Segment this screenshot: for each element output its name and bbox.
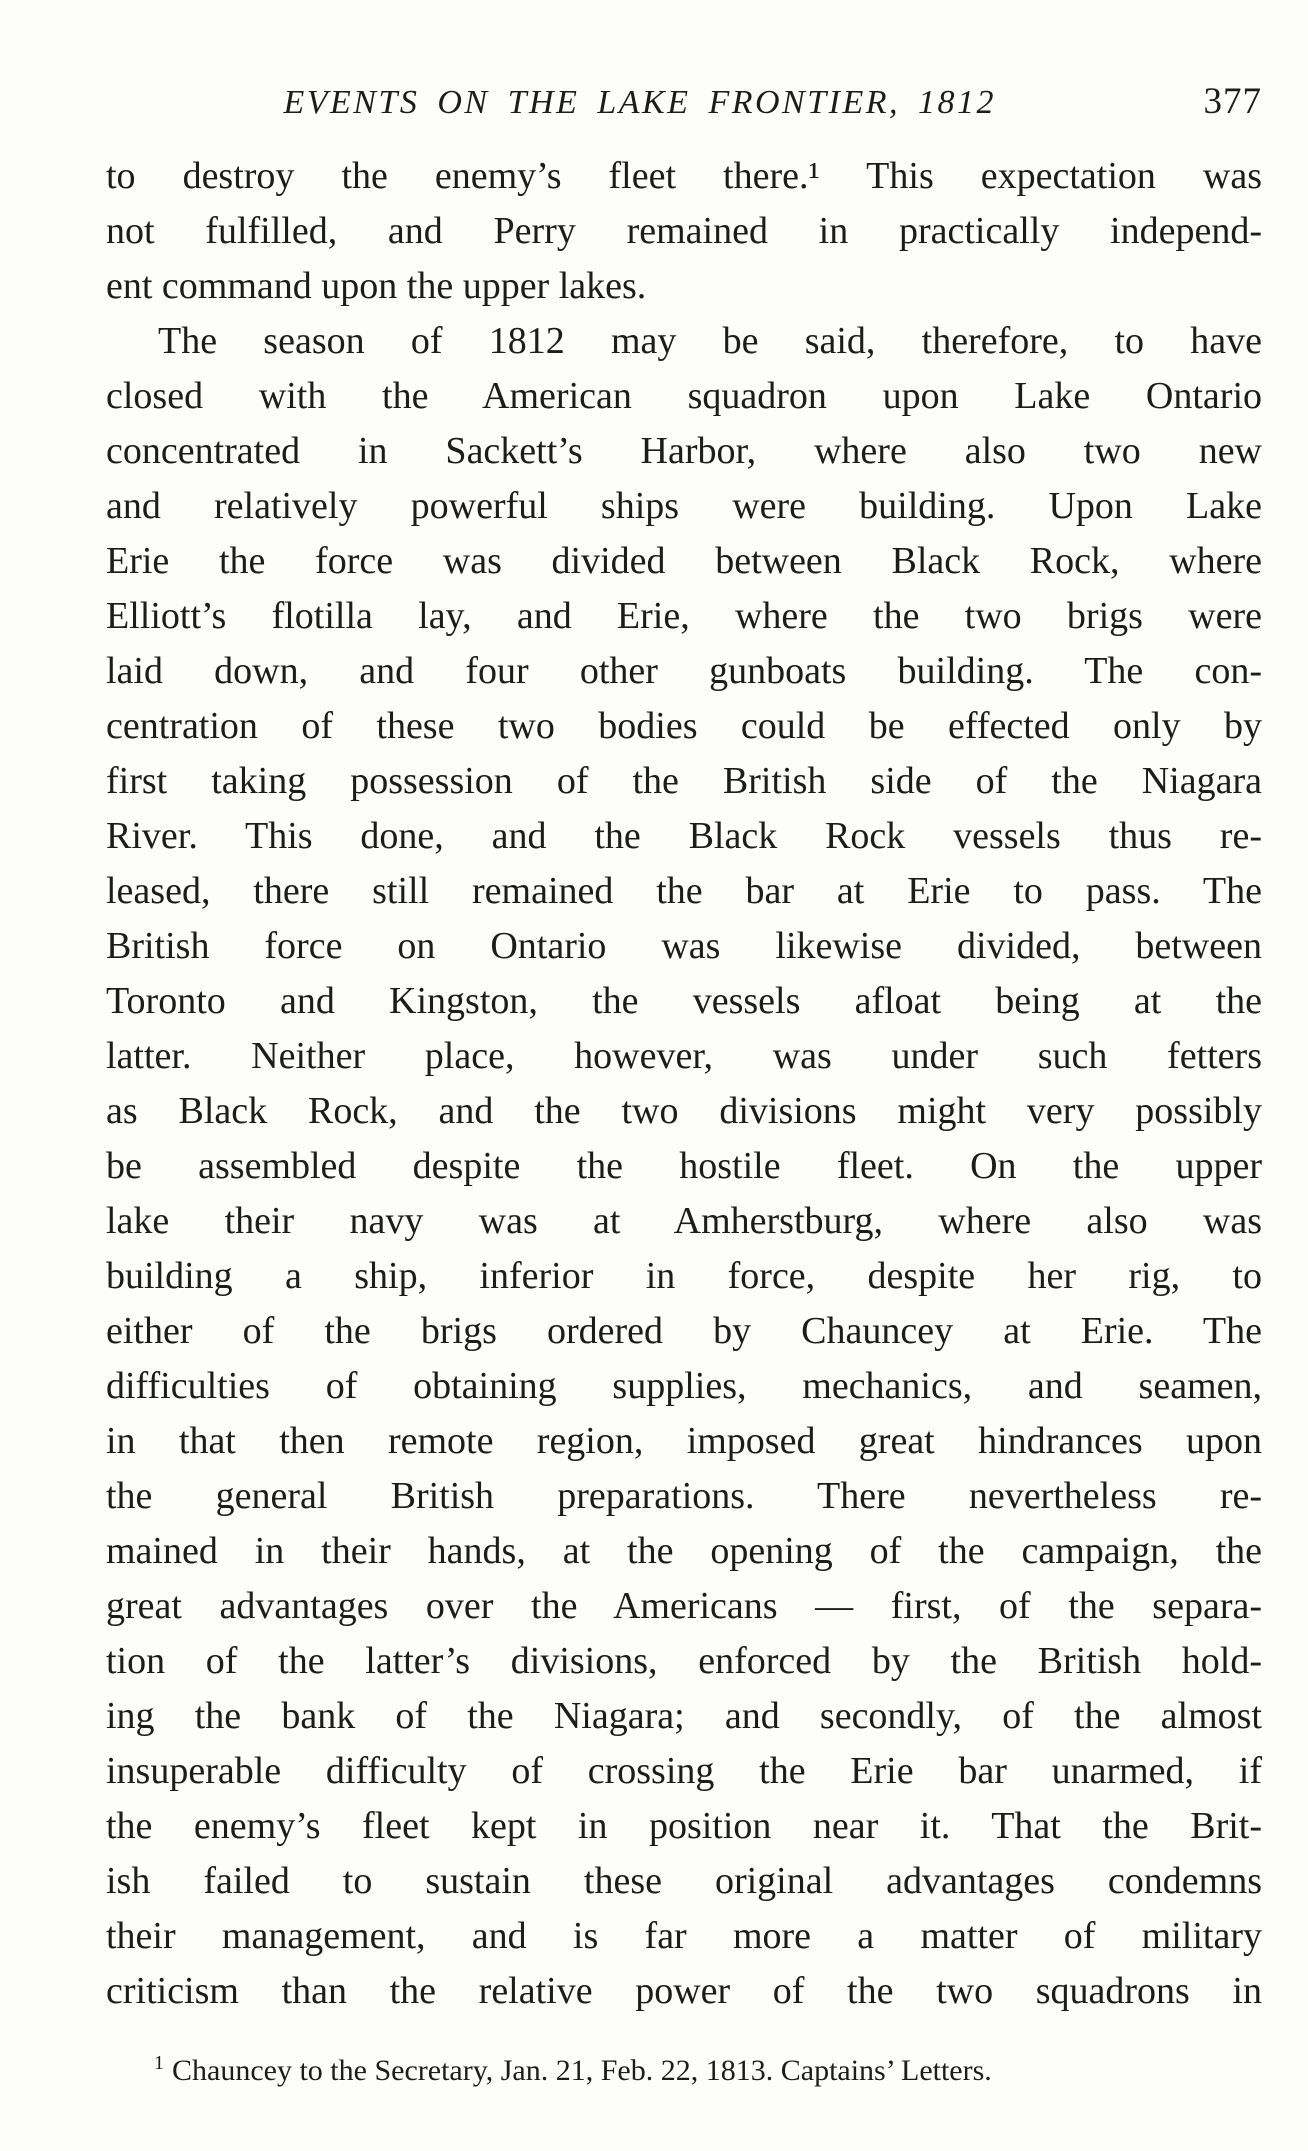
paragraph xyxy=(106,314,1262,2019)
text-line: the enemy’s fleet kept in position near it. That the Brit- xyxy=(106,1805,1262,1847)
text-line: be assembled despite the hostile fleet. On the upper xyxy=(106,1145,1262,1187)
text-line: The season of 1812 may be said, therefore, to have xyxy=(158,320,1262,362)
footnote-marker: 1 xyxy=(154,2052,164,2074)
text-line: as Black Rock, and the two divisions might very possibly xyxy=(106,1090,1262,1132)
text-line: and relatively powerful ships were building. Upon Lake xyxy=(106,485,1262,527)
text-line: British force on Ontario was likewise divided, between xyxy=(106,925,1262,967)
text-line: ish failed to sustain these original advantages condemns xyxy=(106,1860,1262,1902)
text-line: criticism than the relative power of the two squadrons in xyxy=(106,1970,1262,2012)
text-line: mained in their hands, at the opening of the campaign, the xyxy=(106,1530,1262,1572)
text-line: building a ship, inferior in force, despite her rig, to xyxy=(106,1255,1262,1297)
page-number: 377 xyxy=(1203,81,1262,122)
text-line: not fulfilled, and Perry remained in practically independ- xyxy=(106,210,1262,252)
text-line: their management, and is far more a matter of military xyxy=(106,1915,1262,1957)
footnote xyxy=(106,2043,1262,2091)
paragraph xyxy=(106,149,1262,314)
text-line: great advantages over the Americans — first, of the separa- xyxy=(106,1585,1262,1627)
text-line: the general British preparations. There nevertheless re- xyxy=(106,1475,1262,1517)
text-line: centration of these two bodies could be effected only by xyxy=(106,705,1262,747)
text-line: closed with the American squadron upon Lake Ontario xyxy=(106,375,1262,417)
text-line: River. This done, and the Black Rock vessels thus re- xyxy=(106,815,1262,857)
text-line: leased, there still remained the bar at Erie to pass. The xyxy=(106,870,1262,912)
running-title: EVENTS ON THE LAKE FRONTIER, 1812 xyxy=(283,84,997,121)
text-line: lake their navy was at Amherstburg, where also was xyxy=(106,1200,1262,1242)
text-line: insuperable difficulty of crossing the Erie bar unarmed, if xyxy=(106,1750,1262,1792)
text-line: Toronto and Kingston, the vessels afloat being at the xyxy=(106,980,1262,1022)
page-header xyxy=(106,80,1262,123)
text-line: to destroy the enemy’s fleet there.¹ This expectation was xyxy=(106,155,1262,197)
text-line: difficulties of obtaining supplies, mechanics, and seamen, xyxy=(106,1365,1262,1407)
footnote-text: Chauncey to the Secretary, Jan. 21, Feb. 22, 1813. Captains’ Letters. xyxy=(172,2054,992,2087)
text-line: in that then remote region, imposed great hindrances upon xyxy=(106,1420,1262,1462)
text-line: concentrated in Sackett’s Harbor, where also two new xyxy=(106,430,1262,472)
text-line: tion of the latter’s divisions, enforced by the British hold- xyxy=(106,1640,1262,1682)
text-line: laid down, and four other gunboats building. The con- xyxy=(106,650,1262,692)
text-line: latter. Neither place, however, was under such fetters xyxy=(106,1035,1262,1077)
body-text xyxy=(106,149,1262,2019)
text-line: first taking possession of the British side of the Niagara xyxy=(106,760,1262,802)
text-line: either of the brigs ordered by Chauncey at Erie. The xyxy=(106,1310,1262,1352)
text-line: Erie the force was divided between Black Rock, where xyxy=(106,540,1262,582)
text-line: ing the bank of the Niagara; and secondly, of the almost xyxy=(106,1695,1262,1737)
text-line: ent command upon the upper lakes. xyxy=(106,265,647,307)
text-line: Elliott’s flotilla lay, and Erie, where the two brigs were xyxy=(106,595,1262,637)
